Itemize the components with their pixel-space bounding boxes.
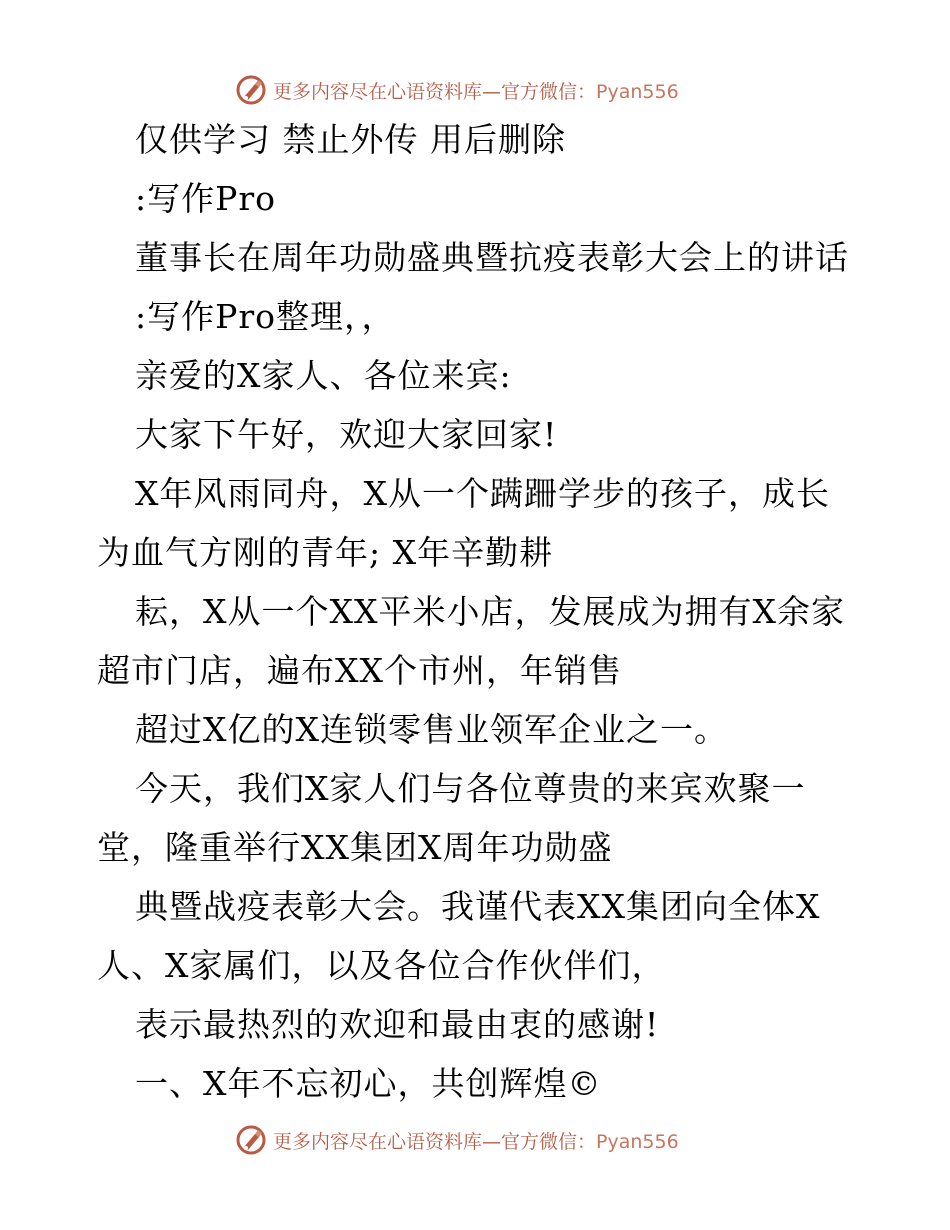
pen-logo-icon (235, 74, 267, 106)
banner-text: 更多内容尽在心语资料库—官方微信： (273, 1130, 597, 1153)
text-line: 人、X家属们，以及各位合作伙伴们， (97, 946, 666, 985)
text-line: 今天，我们X家人们与各位尊贵的来宾欢聚一 (135, 769, 806, 808)
text-line: 典暨战疫表彰大会。我谨代表XX集团向全体X (135, 887, 821, 926)
text-line: 亲爱的X家人、各位来宾: (135, 356, 512, 395)
pen-logo-icon (235, 1124, 267, 1156)
text-line: :写作Pro (135, 179, 276, 218)
text-line: 大家下午好，欢迎大家回家! (135, 415, 558, 454)
text-line: 为血气方刚的青年; X年辛勤耕 (97, 533, 554, 572)
footer-banner (235, 1123, 679, 1157)
banner-wechat-id: Pyan556 (596, 1130, 679, 1153)
text-line: 超过X亿的X连锁零售业领军企业之一。 (135, 710, 728, 749)
banner-text: 更多内容尽在心语资料库—官方微信： (273, 80, 597, 103)
text-line: 表示最热烈的欢迎和最由衷的感谢! (135, 1005, 660, 1044)
text-line: 董事长在周年功勋盛典暨抗疫表彰大会上的讲话 (135, 238, 849, 277)
text-line: :写作Pro整理，， (135, 297, 396, 336)
text-line: X年风雨同舟，X从一个蹒跚学步的孩子，成长 (135, 474, 830, 513)
header-banner (235, 73, 679, 107)
text-line: 堂，隆重举行XX集团X周年功勋盛 (97, 828, 613, 867)
text-line: 超市门店，遍布XX个市州，年销售 (97, 651, 622, 690)
banner-wechat-id: Pyan556 (596, 80, 679, 103)
text-line: 耘，X从一个XX平米小店，发展成为拥有X余家 (135, 592, 845, 631)
text-line: 一、X年不忘初心，共创辉煌© (135, 1064, 602, 1103)
text-line: 仅供学习 禁止外传 用后删除 (135, 120, 566, 159)
